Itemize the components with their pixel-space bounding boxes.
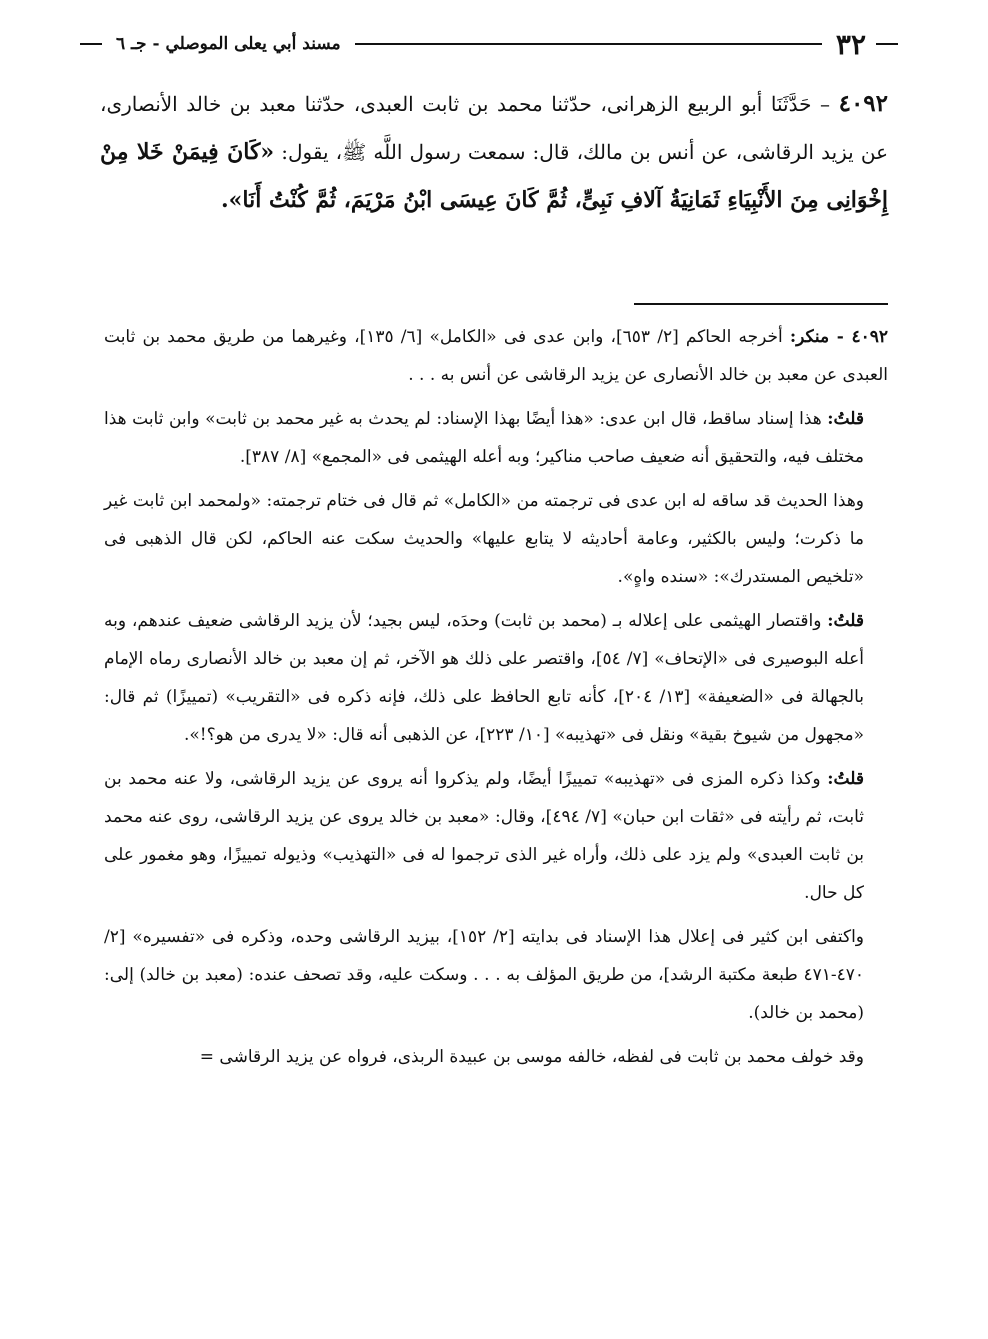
note-label: قلتُ: [827,409,865,429]
note-text: هذا إسناد ساقط، قال ابن عدى: «هذا أيضًا بهذا الإسناد: لم يحدث به غير محمد بن ثابت» وابن ثابت هذا مختلف فيه، والتحقيق أنه ضعيف صاحب مناكير؛ وبه أعله الهيثمى فى «المجمع» [٨/ ٣٨٧]. [104,409,864,467]
note-text: أخرجه الحاكم [٢/ ٦٥٣]، وابن عدى فى «الكامل» [٦/ ١٣٥]، وغيرهما من طريق محمد بن ثابت العبدى عن معبد بن خالد الأنصارى عن يزيد الرقاشى عن أنس به . . . [104,327,888,385]
note-paragraph [104,918,888,1032]
note-label: قلتُ: [827,769,864,789]
note-paragraph [104,1038,888,1076]
header-dash-left [80,43,102,45]
note-paragraph [104,602,888,754]
hadith-text [100,80,888,224]
running-title: مسند أبي يعلى الموصلي - جـ ٦ [116,34,341,54]
hadith-number: ٤٠٩٢ [838,90,889,117]
note-text: واكتفى ابن كثير فى إعلال هذا الإسناد فى بدايته [٢/ ١٥٢]، بيزيد الرقاشى وحده، وذكره فى «تفسيره» [٢/ ٤٧٠-٤٧١ طبعة مكتبة الرشد]، من طريق المؤلف به . . . وسكت عليه، وقد تصحف عنده: (معبد بن خالد) إلى: (محمد بن خالد). [104,927,864,1023]
footnote-divider [634,303,888,305]
page-number: ٣٢ [835,27,866,61]
note-text: وهذا الحديث قد ساقه له ابن عدى فى ترجمته من «الكامل» ثم قال فى ختام ترجمته: «ولمحمد ابن ثابت غير ما ذكرت؛ وليس بالكثير، وعامة أحاديثه لا يتابع عليها» والحديث سكت عنه الحاكم، لكن قال الذهبى فى «تلخيص المستدرك»: «سنده واهٍ». [104,491,864,587]
note-paragraph [104,400,888,476]
note-paragraph [104,318,888,394]
hadith-matn: «كَانَ فِيمَنْ خَلا مِنْ إِخْوَانِى مِنَ الأَنْبِيَاءِ ثَمَانِيَةُ آلافِ نَبِىٍّ، ثُمَّ كَانَ عِيسَى ابْنُ مَرْيَمَ، ثُمَّ كُنْتُ أَنَا». [100,139,888,213]
note-label: قلتُ: [827,611,865,631]
note-text: وكذا ذكره المزى فى «تهذيبه» تمييزًا أيضًا، ولم يذكروا أنه يروى عن يزيد الرقاشى، ولا عنه محمد بن ثابت، ثم رأيته فى «ثقات ابن حبان» [٧/ ٤٩٤]، وقال: «معبد بن خالد يروى عن يزيد الرقاشى، روى عنه محمد بن ثابت العبدى» ولم يزد على ذلك، وأراه غير الذى ترجموا له فى «التهذيب» وذيوله تمييزًا، وهو مغمور على كل حال. [104,769,865,903]
note-text: وقد خولف محمد بن ثابت فى لفظه، خالفه موسى بن عبيدة الربذى، فرواه عن يزيد الرقاشى = [199,1047,864,1067]
header-dash-right [876,43,898,45]
note-paragraph [104,760,888,912]
header-rule [355,43,822,45]
footnotes [104,318,888,1082]
running-header [80,26,898,62]
note-lead: ٤٠٩٢ - منكر: [789,327,888,347]
note-text: واقتصار الهيثمى على إعلاله بـ (محمد بن ثابت) وحدَه، ليس بجيد؛ لأن يزيد الرقاشى ضعيف عندهم، وبه أعله البوصيرى فى «الإتحاف» [٧/ ٥٤]، واقتصر على ذلك هو الآخر، ثم إن معبد بن خالد الأنصارى رماه الإمام بالجهالة فى «الضعيفة» [١٣/ ٢٠٤]، كأنه تابع الحافظ على ذلك، فإنه ذكره فى «التقريب» (تمييزًا) ثم قال: «مجهول من شيوخ بقية» ونقل فى «تهذيبه» [١٠/ ٢٢٣]، عن الذهبى أنه قال: «لا يدرى من هو؟!». [104,611,864,745]
note-paragraph [104,482,888,596]
hadith-narration: – حَدَّثَنَا أبو الربيع الزهرانى، حدّثنا محمد بن ثابت العبدى، حدّثنا معبد بن خالد الأنصارى، عن يزيد الرقاشى، عن أنس بن مالك، قال: سمعت رسول اللَّه ﷺ، يقول: [100,92,888,164]
